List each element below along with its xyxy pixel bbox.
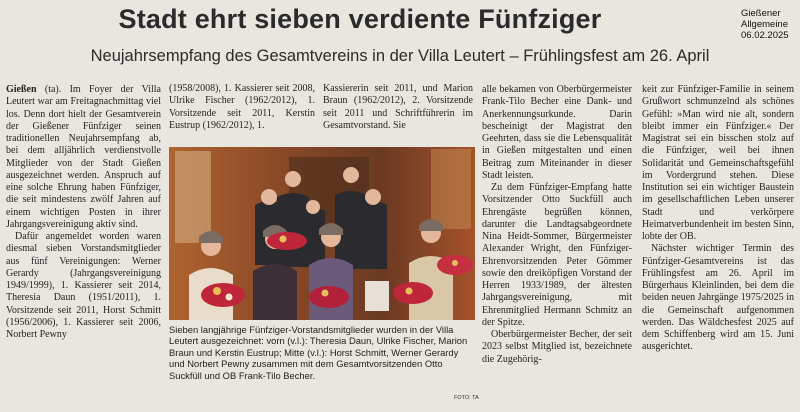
paragraph: (1958/2008), 1. Kassierer seit 2008, Ulrike Fischer (1962/2012), 1. Vorsitzende seit 2011, Kerstin Eustrup (1962/2012), 1. (169, 83, 315, 131)
group-photo-illustration (169, 147, 475, 320)
source-date: 06.02.2025 (741, 30, 789, 41)
paragraph: keit zur Fünfziger-Familie in seinem Grußwort schmunzelnd als schönes Gefühl: »Man wird nie alt, sondern bleibt immer ein Fünfziger.« Der Magistrat sei ein bisschen stolz auf die Fünfziger, weil bei ihnen Solidarität und Gemeinschaftsgefühl im Vordergrund stehen. Diese Institution sei ein wichtiger Baustein im gesellschaftlichen Leben unserer Stadt und verkörpere Heimatverbundenheit im besten Sinn, lobte der OB. (642, 84, 794, 242)
article-column-2 (169, 83, 315, 132)
dateline: Gießen (6, 84, 37, 95)
article-column-4 (482, 84, 632, 366)
article-headline: Stadt ehrt sieben verdiente Fünfziger (118, 4, 602, 34)
paragraph: Zu dem Fünfziger-Empfang hatte Vorsitzender Otto Suckfüll auch Ehrengäste begrüßen können, darunter die Landtagsabgeordnete Nina Heidt-Sommer, Bürgermeister Alexander Wright, den Fünfziger-Ehrenvorsitzenden Peter Gömmer sowie den dreiköpfigen Vorstand der Herren 1933/1989, der ältesten Jahrgangsvereinigung, mit Ehrenmitglied Hermann Schmitz an der Spitze. (482, 182, 632, 328)
paragraph: alle bekamen von Oberbürgermeister Frank-Tilo Becher eine Dank- und Anerkennungsurkunde. Darin bescheinigt der Magistrat den Geehrten, dass sie die Lebensqualität in Gießen mitgestalten und einen Beitrag zum Miteinander in dieser Stadt leisten. (482, 84, 632, 181)
paragraph (6, 84, 161, 231)
paragraph: Nächster wichtiger Termin des Fünfziger-Gesamtvereins ist das Frühlingsfest am 26. April im Bürgerhaus Kleinlinden, bei dem die beiden neuen Jahrgänge 1975/2025 in die Gemeinschaft aufgenommen werden. Das Wäldchesfest 2025 auf dem Schiffenberg wird am 15. Juni ausgerichtet. (642, 243, 794, 353)
paragraph-text: (ta). Im Foyer der Villa Leutert war am Freitagnachmittag viel los. Denn dort hielt der Gesamtverein der Gießener Fünfziger seinen traditionellen Neujahrsempfang ab, bei dem alljährlich verdienstvolle Mitglieder von der Stadt Gießen ausgezeichnet werden. Anspruch auf eine solche Ehrung haben Fünfziger, die seit mindestens zwölf Jahren auf einem wichtigen Posten in ihrer Jahrgangsvereinigung aktiv sind. (6, 84, 161, 230)
photo-caption: Sieben langjährige Fünfziger-Vorstandsmitglieder wurden in der Villa Leutert ausgezeichnet: vorn (v.l.): Theresia Daun, Ulrike Fischer, Marion Braun und Kerstin Eustrup; Mitte (v.l.): Horst Schmitt, Werner Gerardy und Norbert Pewny zusammen mit dem Gesamtvorsitzenden Otto Suckfüll und OB Frank-Tilo Becher. (169, 324, 468, 381)
source-newspaper-line2: Allgemeine (741, 19, 788, 30)
paragraph: Dafür angemeldet worden waren diesmal sieben Vorstandsmitglieder aus fünf Vereinigungen: Werner Gerardy (Jahrgangsvereinigung 1949/1999), 1. Kassierer seit 2014, Theresia Daun (1951/2011), 1. Vorsitzende seit 2011, Horst Schmitt (1956/2006), 1. Kassierer seit 2006, Norbert Pewny (6, 231, 161, 340)
source-newspaper-line1: Gießener (741, 8, 781, 19)
article-column-5 (642, 84, 794, 354)
paragraph: Kassiererin seit 2011, und Marion Braun (1962/2012), 2. Vorsitzende seit 2011 und Schriftführerin im Gesamtvorstand. Sie (323, 83, 473, 131)
photo-credit: FOTO: TA (454, 395, 479, 401)
article-column-1 (6, 84, 161, 341)
article-subheadline: Neujahrsempfang des Gesamtvereins in der Villa Leutert – Frühlingsfest am 26. April (90, 47, 710, 65)
group-photo (169, 147, 475, 320)
paragraph: Oberbürgermeister Becher, der seit 2023 selbst Mitglied ist, bezeichnete die Zugehörig- (482, 329, 632, 365)
article-column-3 (323, 83, 473, 132)
source-label (741, 8, 789, 41)
